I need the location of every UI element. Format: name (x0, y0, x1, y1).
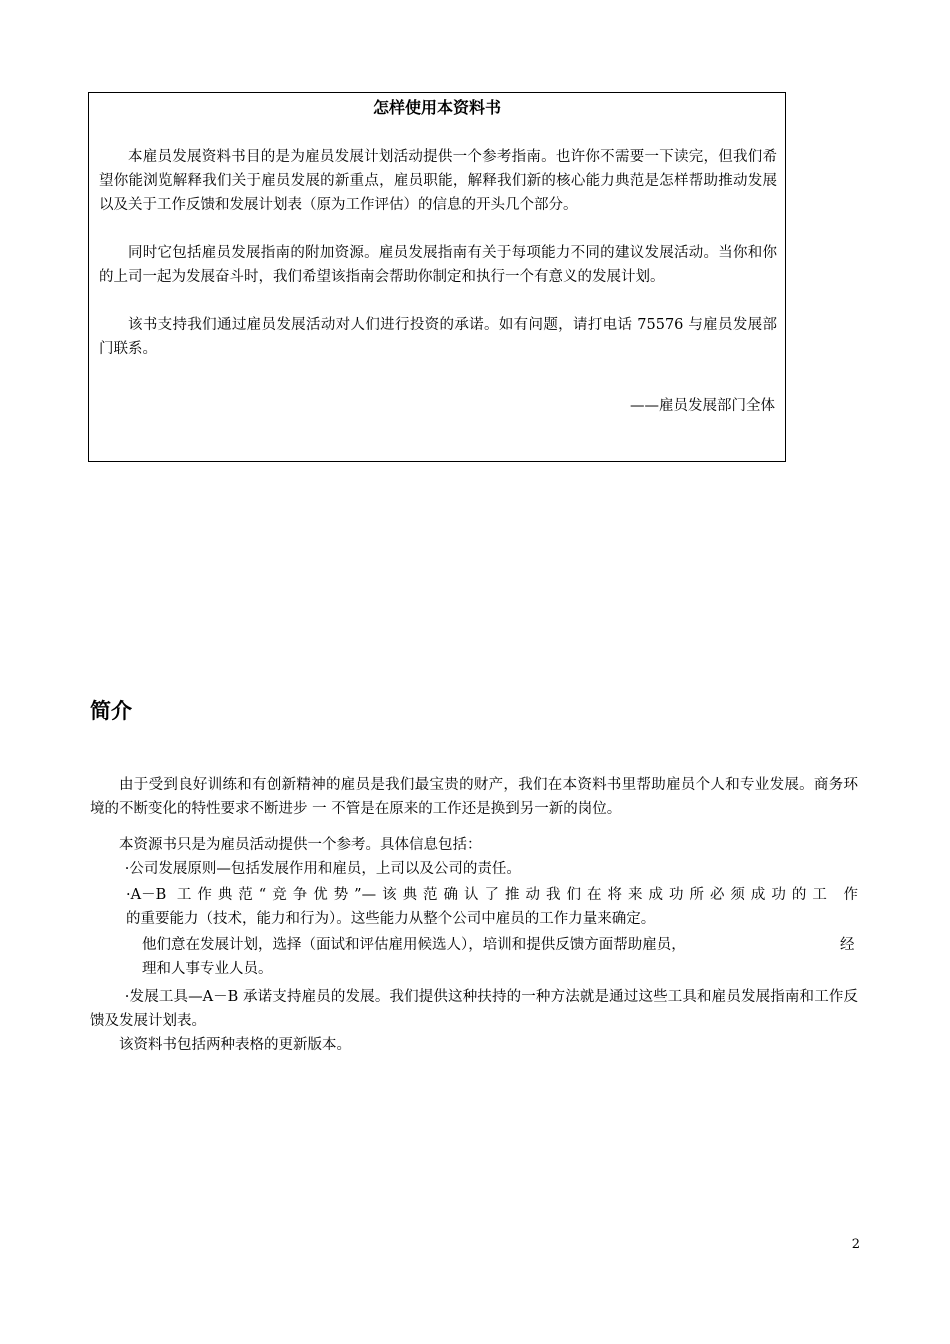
intro-bullet-3: ·发展工具—A－B 承诺支持雇员的发展。我们提供这种扶持的一种方法就是通过这些工具和雇员发展指南和工作反馈及发展计划表。 (90, 989, 858, 1029)
intro-sub-line-1-end: 经 (840, 937, 855, 953)
guide-title: 怎样使用本资料书 (372, 98, 501, 117)
intro-sub-line-2: 理和人事专业人员。 (142, 961, 273, 977)
intro-paragraph-1: 由于受到良好训练和有创新精神的雇员是我们最宝贵的财产，我们在本资料书里帮助雇员个人和专业发展。商务环境的不断变化的特性要求不断进步 一 不管是在原来的工作还是换到另一新的岗位。 (90, 777, 858, 817)
guide-paragraph-1: 本雇员发展资料书目的是为雇员发展计划活动提供一个参考指南。也许你不需要一下读完，但我们希望你能浏览解释我们关于雇员发展的新重点，雇员职能，解释我们新的核心能力典范是怎样帮助推动发展以及关于工作反馈和发展计划表（原为工作评估）的信息的开头几个部分。 (99, 149, 777, 213)
intro-bullet-2-line-2: 的重要能力（技术，能力和行为）。这些能力从整个公司中雇员的工作力量来确定。 (126, 911, 656, 927)
guide-paragraph-3: 该书支持我们通过雇员发展活动对人们进行投资的承诺。如有问题，请打电话 75576 与雇员发展部门联系。 (99, 317, 777, 357)
intro-paragraph-2: 本资源书只是为雇员活动提供一个参考。具体信息包括： (119, 837, 482, 853)
intro-bullet-1: ·公司发展原则—包括发展作用和雇员，上司以及公司的责任。 (124, 861, 521, 877)
intro-heading: 简介 (90, 699, 132, 723)
guide-paragraph-2: 同时它包括雇员发展指南的附加资源。雇员发展指南有关于每项能力不同的建议发展活动。当你和你的上司一起为发展奋斗时，我们希望该指南会帮助你制定和执行一个有意义的发展计划。 (99, 245, 777, 285)
intro-bullet-2-line-1: ·A－B 工作典范“竞争优势”—该典范确认了推动我们在将来成功所必须成功的工 作 (126, 887, 858, 903)
usage-guide-box (88, 92, 786, 462)
intro-sub-line-1: 他们意在发展计划，选择（面试和评估雇用候选人），培训和提供反馈方面帮助雇员， (142, 937, 686, 953)
guide-signature: ——雇员发展部门全体 (630, 398, 775, 414)
page-number: 2 (851, 1237, 860, 1252)
intro-closing: 该资料书包括两种表格的更新版本。 (119, 1037, 351, 1053)
